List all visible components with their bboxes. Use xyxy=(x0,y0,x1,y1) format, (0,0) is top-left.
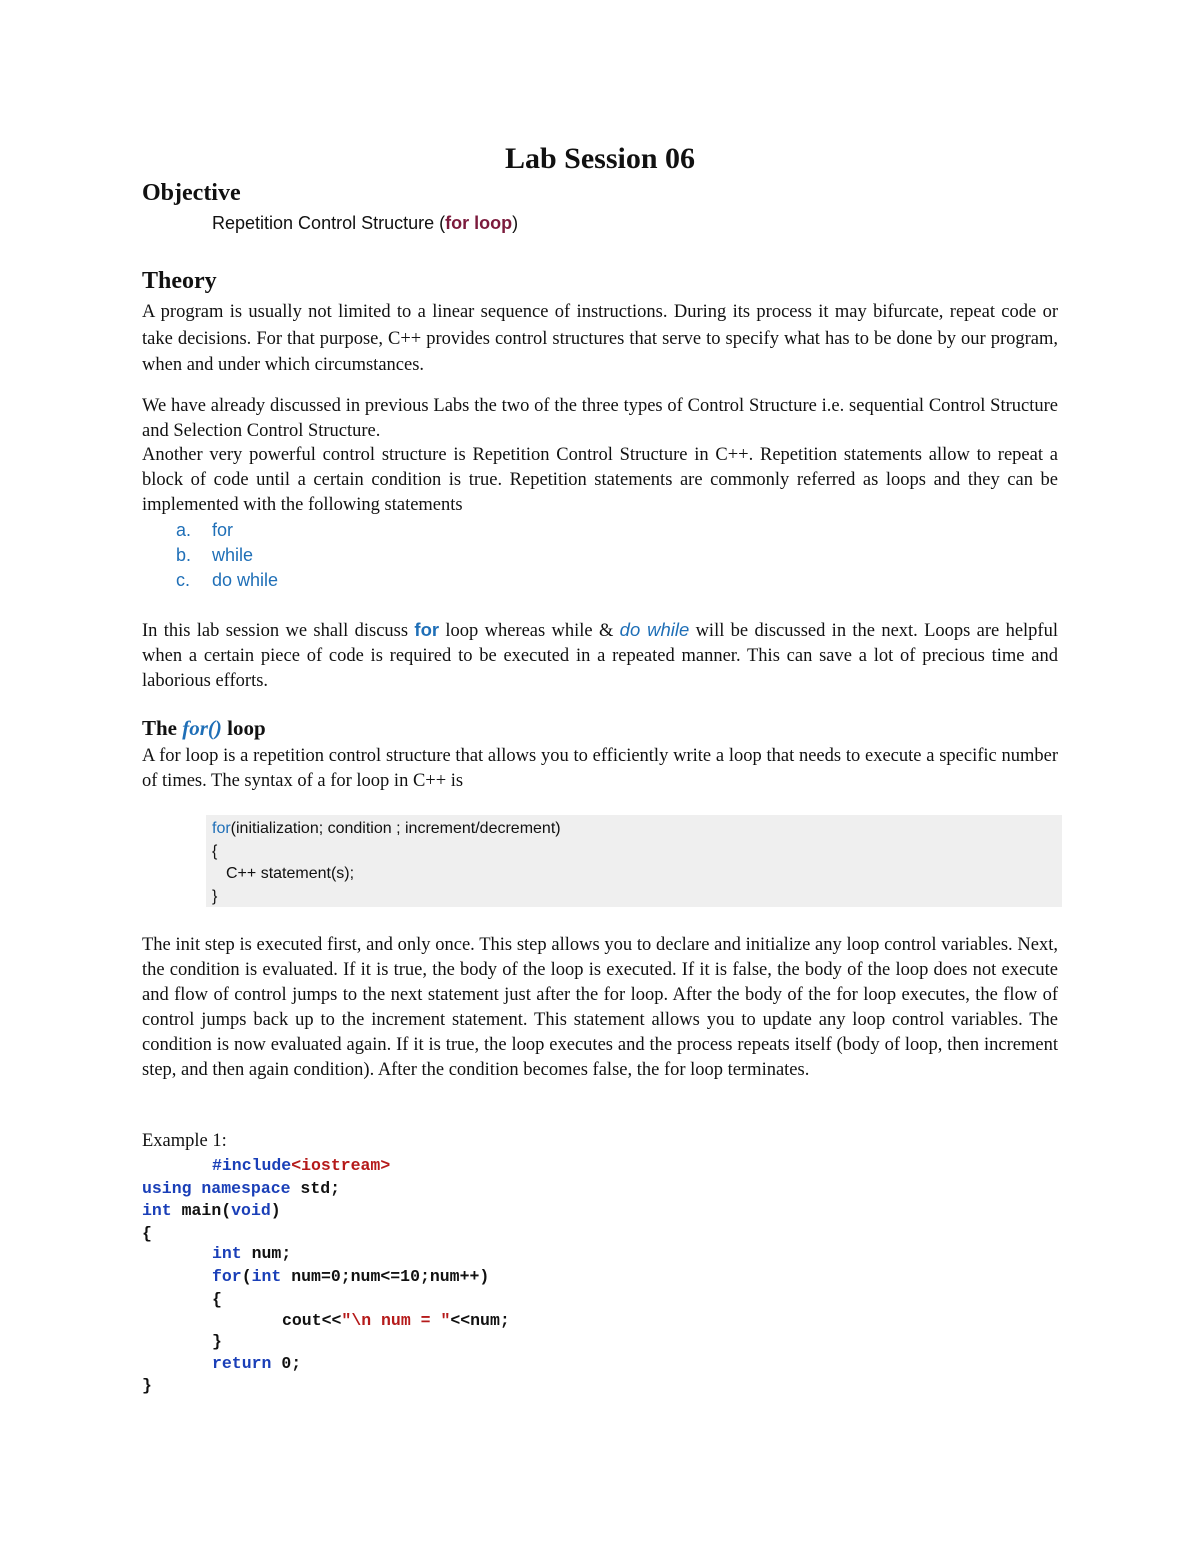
syntax-box xyxy=(206,815,1062,907)
list-item: b. while xyxy=(176,545,254,565)
code-line-inner-open: { xyxy=(212,1290,222,1309)
code-line-brace-open: { xyxy=(142,1224,152,1243)
theory-heading: Theory xyxy=(142,268,217,294)
code-line-using: using namespace std; xyxy=(142,1179,341,1198)
example-label: Example 1: xyxy=(142,1131,227,1151)
code-line-decl: int num; xyxy=(212,1244,292,1263)
objective-text-prefix: Repetition Control Structure ( xyxy=(212,213,446,233)
syntax-line-2: { xyxy=(212,842,218,860)
objective-heading: Objective xyxy=(142,180,241,206)
code-line-main: int main(void) xyxy=(142,1201,281,1220)
theory-paragraph-2: We have already discussed in previous Labs the two of the three types of Control Structure i.e. sequential Control Structure and Selection Control Structure. xyxy=(142,396,1058,441)
highlight-do-while: do while xyxy=(619,619,690,640)
syntax-line-1: for(initialization; condition ; increment/decrement) xyxy=(212,820,561,837)
theory-paragraph-4: In this lab session we shall discuss for loop whereas while & do while will be discussed in the next. Loops are helpful when a certain piece of code is required to be executed in a repeated manner. This can save a lot of precious time and laborious efforts. xyxy=(142,619,1058,691)
objective-highlight: for loop xyxy=(445,213,513,233)
syntax-line-4: } xyxy=(212,887,218,905)
objective-text xyxy=(212,211,518,235)
code-line-include: #include<iostream> xyxy=(212,1156,391,1175)
list-item: a. for xyxy=(176,520,234,540)
code-line-return: return 0; xyxy=(212,1354,302,1373)
objective-text-suffix: ) xyxy=(512,213,519,233)
syntax-line-3: C++ statement(s); xyxy=(226,865,355,882)
for-loop-heading: The for() loop xyxy=(142,716,266,740)
code-line-brace-close: } xyxy=(142,1376,152,1395)
for-loop-paragraph-1: A for loop is a repetition control structure that allows you to efficiently write a loop that needs to execute a specific number of times. The syntax of a for loop in C++ is xyxy=(142,746,1058,791)
list-item: c. do while xyxy=(176,570,279,590)
for-loop-paragraph-2: The init step is executed first, and only once. This step allows you to declare and initialize any loop control variables. Next, the condition is evaluated. If it is true, the body of the loop is executed. If it is false, the body of the loop does not execute and flow of control jumps to the next statement just after the for loop. After the body of the for loop executes, the flow of control jumps back up to the increment statement. This statement allows you to update any loop control variables. The condition is now evaluated again. If it is true, the loop executes and the process repeats itself (body of loop, then increment step, and then again condition). After the condition becomes false, the for loop terminates. xyxy=(142,935,1058,1080)
code-line-for: for(int num=0;num<=10;num++) xyxy=(212,1267,490,1286)
page-title: Lab Session 06 xyxy=(504,142,696,175)
theory-paragraph-1: A program is usually not limited to a linear sequence of instructions. During its process it may bifurcate, repeat code or take decisions. For that purpose, C++ provides control structures that serve to specify what has to be done by our program, when and under which circumstances. xyxy=(142,302,1058,375)
theory-paragraph-3: Another very powerful control structure is Repetition Control Structure in C++. Repetition statements allow to repeat a block of code until a certain condition is true. Repetition statements are commonly referred as loops and they can be implemented with the following statements xyxy=(142,445,1058,515)
loop-types-list xyxy=(176,518,278,593)
code-line-inner-close: } xyxy=(212,1332,222,1351)
code-line-cout: cout<<"\n num = "<<num; xyxy=(282,1311,510,1330)
highlight-for: for xyxy=(414,619,440,640)
